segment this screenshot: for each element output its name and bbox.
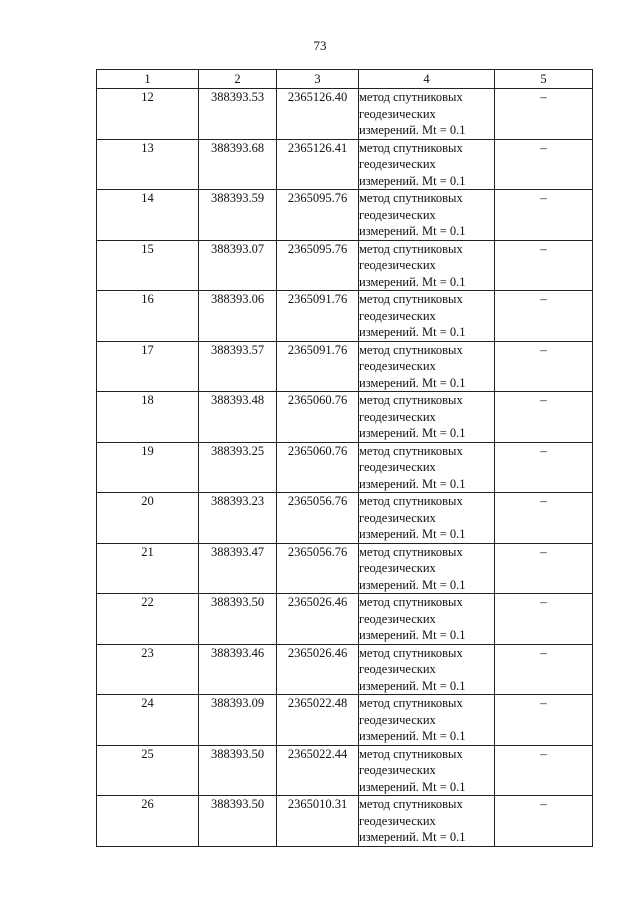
table-row <box>97 341 593 392</box>
method-line: измерений. Mt = 0.1 <box>359 577 466 592</box>
method-cell <box>359 594 495 645</box>
y-coordinate-cell: 2365026.46 <box>277 644 359 695</box>
method-line: измерений. Mt = 0.1 <box>359 779 466 794</box>
x-coordinate-cell: 388393.07 <box>199 240 277 291</box>
method-line: метод спутниковых <box>359 393 463 407</box>
table-row <box>97 695 593 746</box>
method-line: измерений. Mt = 0.1 <box>359 123 466 137</box>
point-number-cell: 21 <box>97 543 199 594</box>
point-number-cell: 24 <box>97 695 199 746</box>
note-cell: – <box>495 594 593 645</box>
y-coordinate-cell: 2365022.44 <box>277 745 359 796</box>
column-header-x: 2 <box>199 70 277 89</box>
column-header-note: 5 <box>495 70 593 89</box>
method-line: метод спутниковых <box>359 595 463 609</box>
method-line: геодезических <box>359 510 436 525</box>
method-cell <box>359 644 495 695</box>
method-line: геодезических <box>359 712 436 727</box>
method-line: измерений. Mt = 0.1 <box>359 476 466 491</box>
table-row <box>97 796 593 847</box>
method-line: измерений. Mt = 0.1 <box>359 325 466 339</box>
note-cell: – <box>495 392 593 443</box>
table-row <box>97 190 593 241</box>
column-header-method: 4 <box>359 70 495 89</box>
table-row <box>97 594 593 645</box>
table-row <box>97 240 593 291</box>
y-coordinate-cell: 2365091.76 <box>277 291 359 342</box>
method-line: метод спутниковых <box>359 544 463 559</box>
y-coordinate-cell: 2365060.76 <box>277 392 359 443</box>
method-line: метод спутниковых <box>359 241 463 256</box>
point-number-cell: 26 <box>97 796 199 847</box>
point-number-cell: 17 <box>97 341 199 392</box>
method-line: метод спутниковых <box>359 746 463 761</box>
y-coordinate-cell: 2365060.76 <box>277 442 359 493</box>
x-coordinate-cell: 388393.57 <box>199 341 277 392</box>
method-cell <box>359 695 495 746</box>
note-cell: – <box>495 442 593 493</box>
y-coordinate-cell: 2365091.76 <box>277 341 359 392</box>
method-line: метод спутниковых <box>359 90 463 104</box>
method-line: метод спутниковых <box>359 140 463 155</box>
method-line: геодезических <box>359 258 436 272</box>
table-header-row <box>97 70 593 89</box>
point-number-cell: 18 <box>97 392 199 443</box>
column-header-y: 3 <box>277 70 359 89</box>
x-coordinate-cell: 388393.46 <box>199 644 277 695</box>
method-line: геодезических <box>359 763 436 777</box>
note-cell: – <box>495 745 593 796</box>
point-number-cell: 12 <box>97 89 199 140</box>
method-line: измерений. Mt = 0.1 <box>359 224 466 238</box>
x-coordinate-cell: 388393.68 <box>199 139 277 190</box>
method-cell <box>359 139 495 190</box>
note-cell: – <box>495 796 593 847</box>
x-coordinate-cell: 388393.23 <box>199 493 277 544</box>
page-number: 73 <box>313 38 327 53</box>
method-line: измерений. Mt = 0.1 <box>359 173 466 188</box>
note-cell: – <box>495 291 593 342</box>
point-number-cell: 13 <box>97 139 199 190</box>
y-coordinate-cell: 2365022.48 <box>277 695 359 746</box>
note-cell: – <box>495 341 593 392</box>
note-cell: – <box>495 695 593 746</box>
y-coordinate-cell: 2365010.31 <box>277 796 359 847</box>
y-coordinate-cell: 2365126.40 <box>277 89 359 140</box>
note-cell: – <box>495 190 593 241</box>
note-cell: – <box>495 644 593 695</box>
point-number-cell: 20 <box>97 493 199 544</box>
method-line: геодезических <box>359 359 436 373</box>
method-line: измерений. Mt = 0.1 <box>359 274 466 289</box>
method-line: метод спутниковых <box>359 696 463 710</box>
x-coordinate-cell: 388393.50 <box>199 796 277 847</box>
y-coordinate-cell: 2365095.76 <box>277 240 359 291</box>
method-line: измерений. Mt = 0.1 <box>359 527 466 541</box>
column-header-number: 1 <box>97 70 199 89</box>
point-number-cell: 14 <box>97 190 199 241</box>
point-number-cell: 16 <box>97 291 199 342</box>
table-row <box>97 392 593 443</box>
table-row <box>97 139 593 190</box>
method-line: метод спутниковых <box>359 645 463 660</box>
method-cell <box>359 291 495 342</box>
method-line: геодезических <box>359 611 436 626</box>
x-coordinate-cell: 388393.50 <box>199 594 277 645</box>
y-coordinate-cell: 2365056.76 <box>277 543 359 594</box>
method-line: геодезических <box>359 561 436 575</box>
x-coordinate-cell: 388393.47 <box>199 543 277 594</box>
table-row <box>97 745 593 796</box>
table-row <box>97 291 593 342</box>
method-line: геодезических <box>359 662 436 676</box>
x-coordinate-cell: 388393.48 <box>199 392 277 443</box>
y-coordinate-cell: 2365126.41 <box>277 139 359 190</box>
method-line: метод спутниковых <box>359 494 463 508</box>
method-line: геодезических <box>359 409 436 424</box>
point-number-cell: 23 <box>97 644 199 695</box>
method-line: измерений. Mt = 0.1 <box>359 729 466 743</box>
x-coordinate-cell: 388393.25 <box>199 442 277 493</box>
method-cell <box>359 190 495 241</box>
method-line: геодезических <box>359 106 436 121</box>
method-cell <box>359 543 495 594</box>
note-cell: – <box>495 89 593 140</box>
method-line: геодезических <box>359 157 436 171</box>
table-row <box>97 89 593 140</box>
note-cell: – <box>495 139 593 190</box>
y-coordinate-cell: 2365026.46 <box>277 594 359 645</box>
table-row <box>97 644 593 695</box>
x-coordinate-cell: 388393.50 <box>199 745 277 796</box>
point-number-cell: 25 <box>97 745 199 796</box>
method-line: метод спутниковых <box>359 443 463 458</box>
x-coordinate-cell: 388393.59 <box>199 190 277 241</box>
method-line: метод спутниковых <box>359 191 463 205</box>
method-cell <box>359 240 495 291</box>
method-line: измерений. Mt = 0.1 <box>359 426 466 440</box>
point-number-cell: 22 <box>97 594 199 645</box>
y-coordinate-cell: 2365095.76 <box>277 190 359 241</box>
y-coordinate-cell: 2365056.76 <box>277 493 359 544</box>
method-cell <box>359 745 495 796</box>
note-cell: – <box>495 543 593 594</box>
method-line: метод спутниковых <box>359 797 463 811</box>
note-cell: – <box>495 493 593 544</box>
method-cell <box>359 493 495 544</box>
x-coordinate-cell: 388393.09 <box>199 695 277 746</box>
method-cell <box>359 392 495 443</box>
table-row <box>97 442 593 493</box>
x-coordinate-cell: 388393.06 <box>199 291 277 342</box>
method-cell <box>359 341 495 392</box>
method-line: геодезических <box>359 207 436 222</box>
method-line: геодезических <box>359 308 436 323</box>
table-row <box>97 493 593 544</box>
point-number-cell: 19 <box>97 442 199 493</box>
point-number-cell: 15 <box>97 240 199 291</box>
table-row <box>97 543 593 594</box>
method-cell <box>359 442 495 493</box>
method-line: измерений. Mt = 0.1 <box>359 375 466 390</box>
method-line: измерений. Mt = 0.1 <box>359 678 466 693</box>
method-line: метод спутниковых <box>359 292 463 306</box>
note-cell: – <box>495 240 593 291</box>
method-cell <box>359 89 495 140</box>
method-line: геодезических <box>359 460 436 474</box>
method-line: метод спутниковых <box>359 342 463 357</box>
coordinates-table <box>96 69 593 847</box>
x-coordinate-cell: 388393.53 <box>199 89 277 140</box>
method-line: измерений. Mt = 0.1 <box>359 628 466 642</box>
method-line: геодезических <box>359 813 436 828</box>
method-cell <box>359 796 495 847</box>
method-line: измерений. Mt = 0.1 <box>359 830 466 844</box>
